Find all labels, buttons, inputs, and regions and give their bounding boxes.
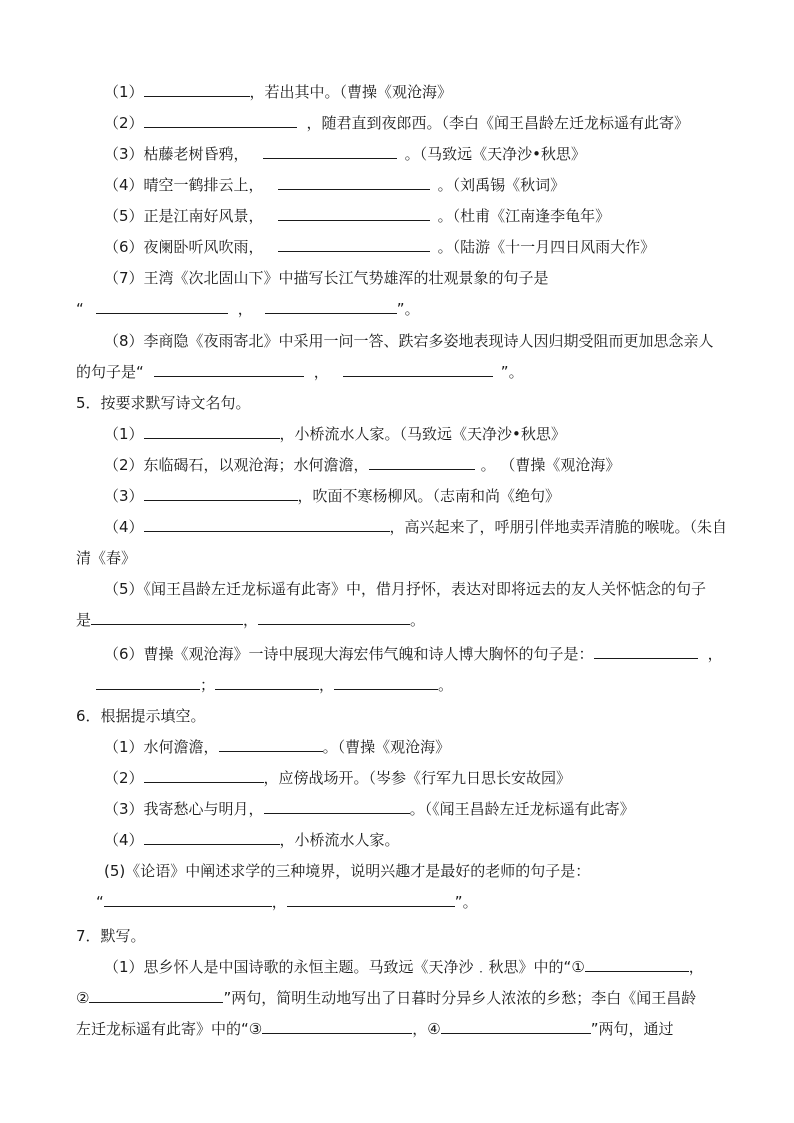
item-number: （1） (104, 83, 144, 101)
q6-item-2 (104, 768, 571, 788)
answer-blank[interactable] (264, 799, 410, 814)
item-text: 。（陆游《十一月四日风雨大作》 (437, 238, 656, 256)
q5-item-1 (104, 424, 566, 444)
q4-item-8 (104, 331, 714, 351)
answer-blank[interactable] (287, 892, 455, 907)
answer-blank[interactable] (144, 424, 280, 439)
item-text: ，小桥流水人家。（马致远《天净沙•秋思》 (279, 425, 566, 443)
period: 。 (438, 676, 454, 694)
item-number: （5） (104, 207, 144, 225)
q4-item-7-answer (76, 299, 420, 319)
answer-blank[interactable] (144, 517, 390, 532)
comma: ， (243, 611, 259, 629)
item-text: ”两句，简明生动地写出了日暮时分异乡人浓浓的乡愁；李白《闻王昌龄 (223, 989, 697, 1007)
q5-item-6 (104, 644, 723, 664)
item-number: （7） (104, 269, 144, 287)
open-quote: “ (76, 300, 84, 318)
answer-blank[interactable] (154, 362, 304, 377)
item-number: （3） (104, 145, 144, 163)
answer-blank[interactable] (258, 610, 410, 625)
answer-blank[interactable] (89, 988, 223, 1003)
q6-item-4 (104, 830, 400, 850)
semicolon: ； (200, 676, 216, 694)
item-number: （2） (104, 769, 144, 787)
item-text: 思乡怀人是中国诗歌的永恒主题。马致远《天净沙﹒秋思》中的“① (143, 958, 585, 976)
q7-item-1-line3 (76, 1019, 673, 1039)
answer-blank[interactable] (144, 486, 298, 501)
item-text: ，应傍战场开。（岑参《行军九日思长安故园》 (263, 769, 572, 787)
item-number: （3） (104, 800, 144, 818)
answer-blank[interactable] (278, 175, 430, 190)
item-number: （1） (104, 425, 144, 443)
circled-number: ② (76, 989, 90, 1007)
item-number: （8） (104, 332, 144, 350)
answer-blank[interactable] (91, 610, 243, 625)
q4-item-6 (104, 237, 655, 257)
answer-blank[interactable] (96, 299, 228, 314)
q7-item-1 (104, 957, 704, 977)
item-number: （1） (104, 958, 144, 976)
item-text: 《论语》中阐述求学的三种境界，说明兴趣才是最好的老师的句子是： (125, 862, 591, 880)
comma: ， (319, 676, 335, 694)
open-quote: “ (96, 893, 104, 911)
answer-blank[interactable] (215, 675, 319, 690)
answer-blank[interactable] (144, 768, 264, 783)
q5-title: 5．按要求默写诗文名句。 (76, 394, 251, 412)
item-text: 东临碣石，以观沧海；水何澹澹， (143, 456, 369, 474)
q5-item-4-cont: 清《春》 (76, 549, 137, 567)
close-quote: ”。 (500, 363, 524, 381)
answer-blank[interactable] (96, 675, 200, 690)
item-text: ，吹面不寒杨柳风。（志南和尚《绝句》 (297, 487, 561, 505)
item-text: 《闻王昌龄左迁龙标遥有此寄》中，借月抒怀，表达对即将远去的友人关怀惦念的句子 (143, 580, 707, 598)
answer-blank[interactable] (144, 113, 297, 128)
item-number: （2） (104, 456, 144, 474)
answer-blank[interactable] (343, 362, 493, 377)
answer-blank[interactable] (369, 455, 475, 470)
comma: ， (237, 300, 253, 318)
q7-title: 7．默写。 (76, 927, 146, 945)
item-number: （4） (104, 176, 144, 194)
item-number: （6） (104, 645, 144, 663)
item-text: 。（刘禹锡《秋词》 (437, 176, 566, 194)
item-text: 晴空一鹤排云上， (143, 176, 264, 194)
answer-blank[interactable] (278, 237, 430, 252)
answer-blank[interactable] (144, 830, 280, 845)
q5-item-5 (104, 579, 706, 599)
item-text: 。 （曹操《观沧海》 (480, 456, 621, 474)
period: 。 (410, 611, 426, 629)
item-text: 正是江南好风景， (143, 207, 264, 225)
item-text: 王湾《次北固山下》中描写长江气势雄浑的壮观景象的句子是 (143, 269, 549, 287)
item-number: （2） (104, 114, 144, 132)
item-number: （6） (104, 238, 144, 256)
item-text: 的句子是“ (76, 363, 144, 381)
item-text: ，若出其中。（曹操《观沧海》 (249, 83, 453, 101)
answer-blank[interactable] (219, 737, 323, 752)
q4-item-3 (104, 144, 586, 164)
q4-item-1 (104, 82, 452, 102)
answer-blank[interactable] (441, 1019, 591, 1034)
comma: ， (688, 958, 704, 976)
answer-blank[interactable] (262, 1019, 412, 1034)
item-number: （4） (104, 831, 144, 849)
q4-item-5 (104, 206, 610, 226)
item-number: （3） (104, 487, 144, 505)
close-quote: ”。 (454, 893, 478, 911)
q5-item-3 (104, 486, 560, 506)
q5-item-2 (104, 455, 620, 475)
item-number: （4） (104, 518, 144, 536)
item-text: 。（杜甫《江南逢李龟年》 (437, 207, 611, 225)
answer-blank[interactable] (144, 82, 250, 97)
item-text: ，高兴起来了，呼朋引伴地卖弄清脆的喉咙。（朱自 (389, 518, 728, 536)
item-text: 。（《闻王昌龄左迁龙标遥有此寄》 (409, 800, 635, 818)
answer-blank[interactable] (594, 644, 698, 659)
item-text: 左迁龙标遥有此寄》中的“③ (76, 1020, 263, 1038)
item-text: 我寄愁心与明月， (143, 800, 264, 818)
item-text: ，小桥流水人家。 (279, 831, 400, 849)
comma: ， (271, 893, 287, 911)
q4-item-2 (104, 113, 689, 133)
comma: ， (412, 1020, 428, 1038)
q5-item-4 (104, 517, 727, 537)
answer-blank[interactable] (278, 206, 430, 221)
answer-blank[interactable] (104, 892, 272, 907)
answer-blank[interactable] (265, 299, 397, 314)
q6-item-5-answer (96, 892, 478, 912)
item-number: (5) (104, 862, 126, 880)
item-text: 李商隐《夜雨寄北》中采用一问一答、跌宕多姿地表现诗人因归期受阻而更加思念亲人 (143, 332, 714, 350)
q6-item-3 (104, 799, 635, 819)
q5-item-5-answer (76, 610, 425, 630)
item-text: 夜阑卧听风吹雨， (143, 238, 264, 256)
item-text: 枯藤老树昏鸦， (143, 145, 249, 163)
comma: ， (313, 363, 329, 381)
q4-item-7 (104, 268, 549, 288)
q4-item-8-answer (76, 362, 524, 382)
item-text: 。（曹操《观沧海》 (322, 738, 451, 756)
item-text: 曹操《观沧海》一诗中展现大海宏伟气魄和诗人博大胸怀的句子是： (143, 645, 594, 663)
item-text: 。（马致远《天净沙•秋思》 (404, 145, 586, 163)
q4-item-4 (104, 175, 565, 195)
item-number: （1） (104, 738, 144, 756)
item-number: （5） (104, 580, 144, 598)
q7-item-1-line2 (76, 988, 696, 1008)
comma: ， (707, 645, 723, 663)
item-text: ”两句，通过 (590, 1020, 674, 1038)
item-text: 是 (76, 611, 92, 629)
q6-item-5 (104, 861, 590, 881)
answer-blank[interactable] (334, 675, 438, 690)
q6-item-1 (104, 737, 450, 757)
close-quote: ”。 (396, 300, 420, 318)
answer-blank[interactable] (585, 957, 689, 972)
item-text: 水何澹澹， (143, 738, 219, 756)
q5-item-6-answer (96, 675, 453, 695)
circled-number: ④ (427, 1020, 441, 1038)
q6-title: 6．根据提示填空。 (76, 707, 206, 725)
answer-blank[interactable] (263, 144, 397, 159)
item-text: ，随君直到夜郎西。（李白《闻王昌龄左迁龙标遥有此寄》 (306, 114, 690, 132)
